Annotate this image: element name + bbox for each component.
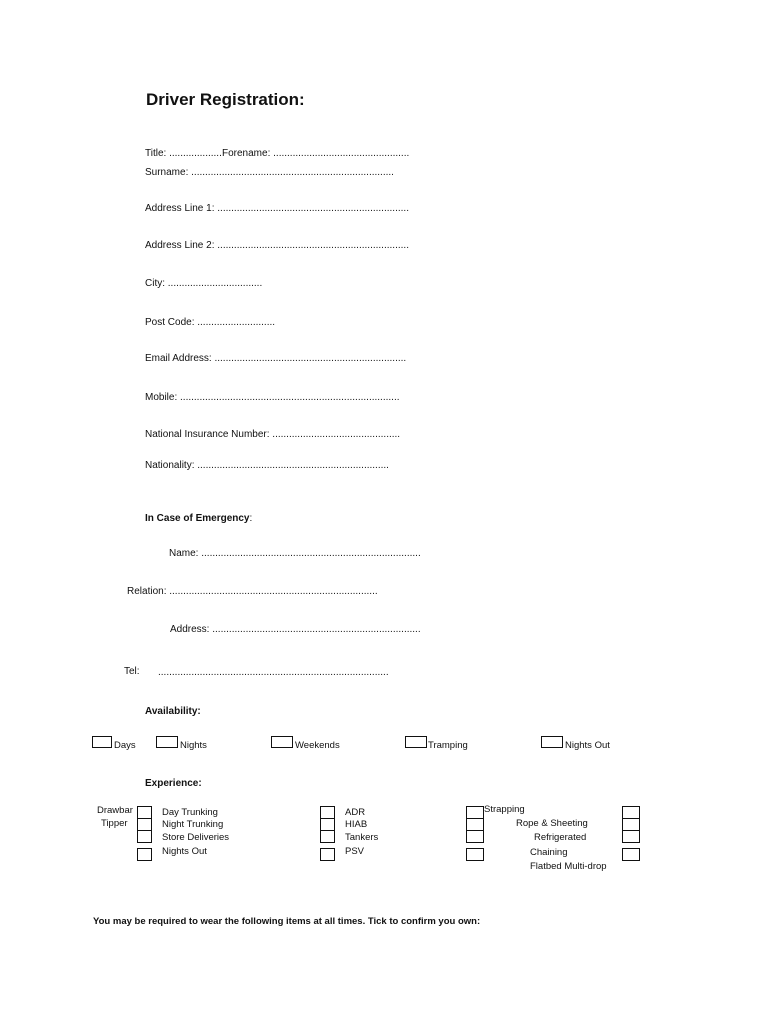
experience-chaining-checkbox[interactable] bbox=[622, 848, 640, 861]
availability-days-checkbox[interactable] bbox=[92, 736, 112, 748]
experience-tankers-checkbox[interactable] bbox=[320, 830, 335, 843]
experience-chaining-label: Chaining bbox=[530, 847, 568, 858]
emergency-heading-text: In Case of Emergency bbox=[145, 513, 250, 524]
experience-hiab-label: HIAB bbox=[345, 819, 368, 830]
experience-col3-left-checkbox-4[interactable] bbox=[466, 848, 484, 861]
experience-store-deliveries-label: Store Deliveries bbox=[162, 832, 230, 843]
experience-tipper-label: Tipper bbox=[101, 818, 128, 829]
address-line-1-field[interactable]: Address Line 1: ..................................................................... bbox=[145, 203, 409, 214]
experience-nights-out-checkbox[interactable] bbox=[137, 848, 152, 861]
availability-tramping-label: Tramping bbox=[428, 740, 468, 751]
availability-days-label: Days bbox=[114, 740, 136, 751]
availability-nights-out-checkbox[interactable] bbox=[541, 736, 563, 748]
experience-adr-label: ADR bbox=[345, 807, 366, 818]
experience-flatbed-label: Flatbed Multi-drop bbox=[530, 861, 607, 872]
experience-day-trunking-label: Day Trunking bbox=[162, 807, 218, 818]
surname-field[interactable]: Surname: ......................................................................... bbox=[145, 167, 394, 178]
city-field[interactable]: City: .................................. bbox=[145, 278, 263, 289]
experience-strapping-label: Strapping bbox=[484, 804, 525, 815]
availability-nights-out-label: Nights Out bbox=[565, 740, 610, 751]
experience-drawbar-label: Drawbar bbox=[97, 805, 133, 816]
emergency-heading bbox=[145, 513, 252, 525]
experience-col3-left-checkbox-3[interactable] bbox=[466, 830, 484, 843]
page-title: Driver Registration: bbox=[146, 90, 305, 109]
experience-heading: Experience: bbox=[145, 778, 202, 789]
mobile-field[interactable]: Mobile: ............................................................................... bbox=[145, 392, 400, 403]
address-line-2-field[interactable]: Address Line 2: ..................................................................... bbox=[145, 240, 409, 251]
availability-heading: Availability: bbox=[145, 706, 201, 717]
emergency-tel-label: Tel: bbox=[124, 666, 140, 677]
availability-weekends-label: Weekends bbox=[295, 740, 340, 751]
experience-psv-label: PSV bbox=[345, 846, 365, 857]
experience-refrigerated-label: Refrigerated bbox=[534, 832, 587, 843]
experience-rope-sheeting-label: Rope & Sheeting bbox=[516, 818, 588, 829]
emergency-heading-colon: : bbox=[249, 513, 253, 524]
post-code-field[interactable]: Post Code: ............................ bbox=[145, 317, 276, 328]
availability-tramping-checkbox[interactable] bbox=[405, 736, 427, 748]
experience-nights-out-label: Nights Out bbox=[162, 846, 207, 857]
availability-nights-checkbox[interactable] bbox=[156, 736, 178, 748]
nationality-field[interactable]: Nationality: ..................................................................... bbox=[145, 460, 389, 471]
forename-field[interactable]: Forename: ................................................. bbox=[222, 148, 410, 159]
email-field[interactable]: Email Address: ..................................................................... bbox=[145, 353, 407, 364]
emergency-relation-field[interactable]: Relation: ........................................................................... bbox=[127, 586, 378, 597]
experience-psv-checkbox[interactable] bbox=[320, 848, 335, 861]
footer-notice: You may be required to wear the following items at all times. Tick to confirm you own: bbox=[93, 916, 481, 927]
emergency-address-field[interactable]: Address: ........................................................................... bbox=[170, 624, 421, 635]
emergency-tel-field[interactable]: ................................................................................... bbox=[158, 667, 389, 678]
experience-night-trunking-label: Night Trunking bbox=[162, 819, 224, 830]
availability-weekends-checkbox[interactable] bbox=[271, 736, 293, 748]
availability-nights-label: Nights bbox=[180, 740, 207, 751]
national-insurance-field[interactable]: National Insurance Number: .............................................. bbox=[145, 429, 401, 440]
experience-tankers-label: Tankers bbox=[345, 832, 379, 843]
emergency-name-field[interactable]: Name: ............................................................................... bbox=[169, 548, 421, 559]
experience-refrigerated-checkbox[interactable] bbox=[622, 830, 640, 843]
title-field[interactable]: Title: ................... bbox=[145, 148, 222, 159]
experience-store-deliveries-checkbox[interactable] bbox=[137, 830, 152, 843]
